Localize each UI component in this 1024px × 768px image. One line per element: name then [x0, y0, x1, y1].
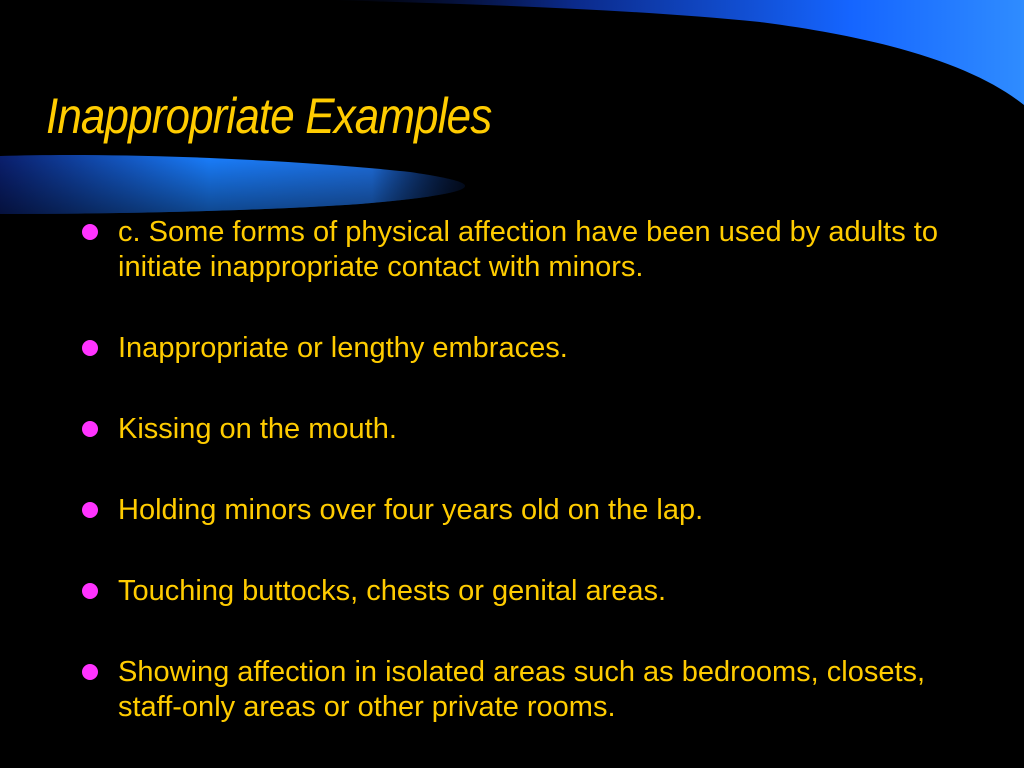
bullet-dot-icon — [82, 502, 98, 518]
bullet-dot-icon — [82, 664, 98, 680]
bullet-dot-icon — [82, 340, 98, 356]
list-item — [80, 493, 960, 528]
slide-title: Inappropriate Examples — [46, 88, 492, 144]
bullet-text: Holding minors over four years old on the lap. — [118, 494, 704, 526]
bullet-text: Touching buttocks, chests or genital areas. — [118, 575, 667, 607]
list-item — [80, 412, 960, 447]
list-item — [80, 574, 960, 609]
list-item — [80, 655, 960, 725]
bullet-dot-icon — [82, 583, 98, 599]
title-underline-swoosh — [0, 150, 470, 220]
bullet-text: c. Some forms of physical affection have been used by adults to initiate inappropriate contact with minors. — [118, 216, 938, 283]
list-item — [80, 215, 960, 285]
bullet-list — [80, 215, 960, 725]
bullet-dot-icon — [82, 224, 98, 240]
bullet-text: Inappropriate or lengthy embraces. — [118, 332, 568, 364]
list-item — [80, 331, 960, 366]
bullet-dot-icon — [82, 421, 98, 437]
bullet-text: Showing affection in isolated areas such as bedrooms, closets, staff-only areas or other private rooms. — [118, 656, 926, 723]
bullet-text: Kissing on the mouth. — [118, 413, 397, 445]
